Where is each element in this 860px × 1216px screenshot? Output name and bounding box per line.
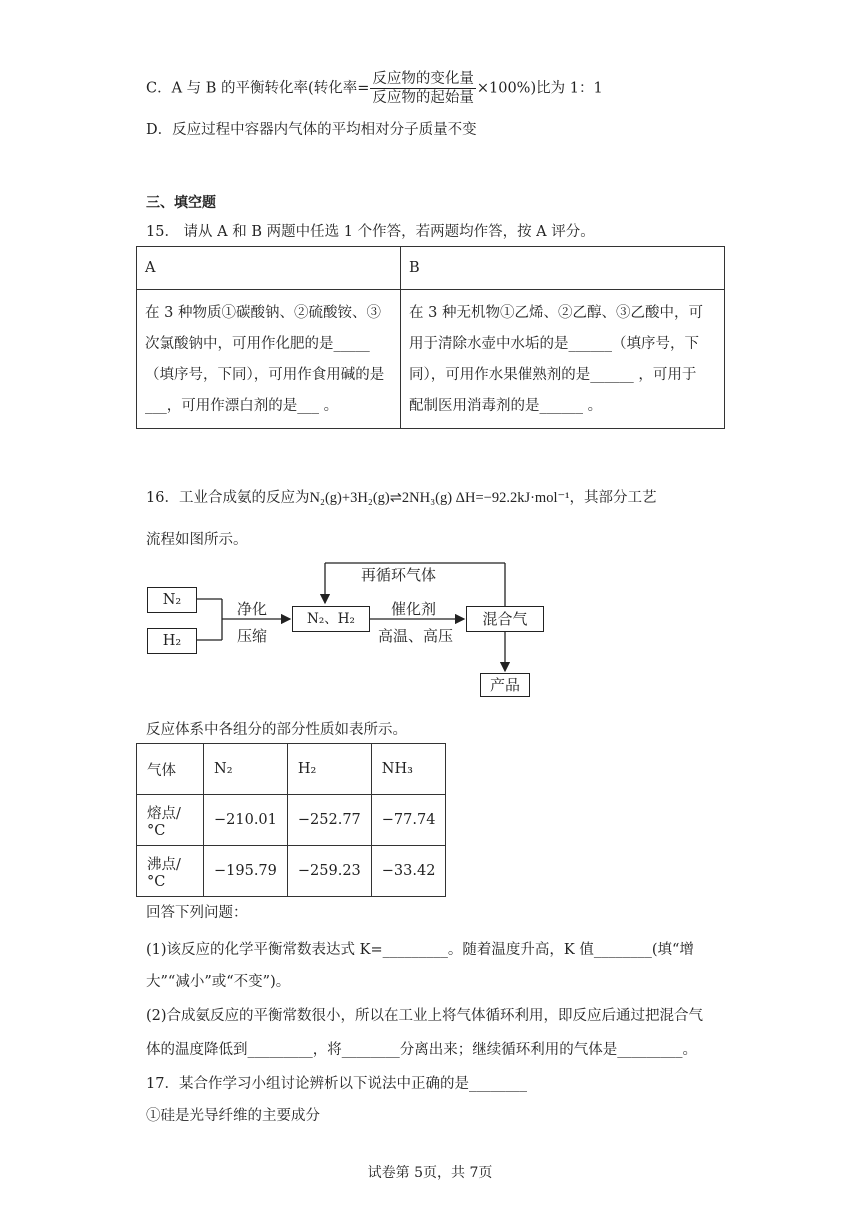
mixture-box: 混合气 (466, 606, 544, 632)
table-cell: −210.01 (204, 795, 288, 846)
table-cell: −77.74 (371, 795, 446, 846)
table-cell: −33.42 (371, 846, 446, 897)
purify-label: 净化 (237, 600, 268, 618)
option-d: D．反应过程中容器内气体的平均相对分子质量不变 (146, 122, 477, 138)
recycle-label: 再循环气体 (361, 566, 437, 584)
col-a-body: 在 3 种物质①碳酸钠、②硫酸铵、③ 次氯酸钠中，可用作化肥的是_____ （填序号，下同），可用作食用碱的是 ___，可用作漂白剂的是___ 。 (137, 290, 401, 429)
table-intro: 反应体系中各组分的部分性质如表所示。 (146, 722, 407, 738)
table-cell: −259.23 (287, 846, 371, 897)
fraction-denominator: 反应物的起始量 (372, 90, 474, 106)
catalyst-label: 催化剂 (391, 600, 437, 618)
table-header-cell: N₂ (204, 744, 288, 795)
reactor-box: N₂、H₂ (292, 606, 370, 632)
q15-stem: 15． 请从 A 和 B 两题中任选 1 个作答，若两题均作答，按 A 评分。 (146, 224, 595, 240)
fraction-numerator: 反应物的变化量 (372, 71, 474, 87)
q16-stem: 16．工业合成氨的反应为N₂(g)+3H₂(g)⇌2NH₃(g) ΔH=−92.2kJ·mol⁻¹，其部分工艺 (146, 490, 657, 506)
q16-part1-line2: 大”“减小”或“不变”)。 (146, 974, 291, 990)
col-b-header: B (401, 247, 725, 290)
compress-label: 压缩 (237, 627, 268, 645)
table-cell: 熔点/°C (137, 795, 204, 846)
table-header-cell: NH₃ (371, 744, 446, 795)
table-cell: 沸点/°C (137, 846, 204, 897)
option-c: C．A 与 B 的平衡转化率(转化率= $\frac{\text{反应物的变化量}}{\text{反应物的起始量}}$ ×100%)比为 1：1 (146, 71, 603, 106)
product-box: 产品 (480, 673, 530, 697)
answer-intro: 回答下列问题： (146, 905, 248, 921)
table-header-cell: H₂ (287, 744, 371, 795)
table-header-cell: 气体 (137, 744, 204, 795)
n2-box: N₂ (147, 587, 197, 613)
properties-table (136, 743, 446, 897)
q16-part2-line2: 体的温度降低到_________，将________分离出来；继续循环利用的气体是_________。 (146, 1042, 697, 1058)
table-row (137, 795, 446, 846)
q17-item1: ①硅是光导纤维的主要成分 (146, 1108, 320, 1124)
q16-part2-line1: (2)合成氨反应的平衡常数很小，所以在工业上将气体循环利用，即反应后通过把混合气 (146, 1008, 704, 1024)
h2-box: H₂ (147, 628, 197, 654)
conditions-label: 高温、高压 (378, 627, 454, 645)
section-title: 三、填空题 (146, 195, 216, 211)
table-header-row (137, 744, 446, 795)
q16-stem-line2: 流程如图所示。 (146, 532, 248, 548)
table-cell: −195.79 (204, 846, 288, 897)
table-row (137, 846, 446, 897)
col-a-header: A (137, 247, 401, 290)
q16-part1-line1: (1)该反应的化学平衡常数表达式 K=_________。随着温度升高，K 值________(填“增 (146, 942, 694, 958)
reaction-equation: N₂(g)+3H₂(g)⇌2NH₃(g) ΔH=−92.2kJ·mol⁻¹ (309, 490, 570, 506)
col-b-body: 在 3 种无机物①乙烯、②乙醇、③乙酸中，可 用于清除水壶中水垢的是______（填序号，下 同），可用作水果催熟剂的是______ ，可用于 配制医用消毒剂的是______ 。 (401, 290, 725, 429)
table-cell: −252.77 (287, 795, 371, 846)
q17-stem: 17．某合作学习小组讨论辨析以下说法中正确的是________ (146, 1076, 527, 1092)
page-footer: 试卷第 5页，共 7页 (367, 1165, 493, 1181)
